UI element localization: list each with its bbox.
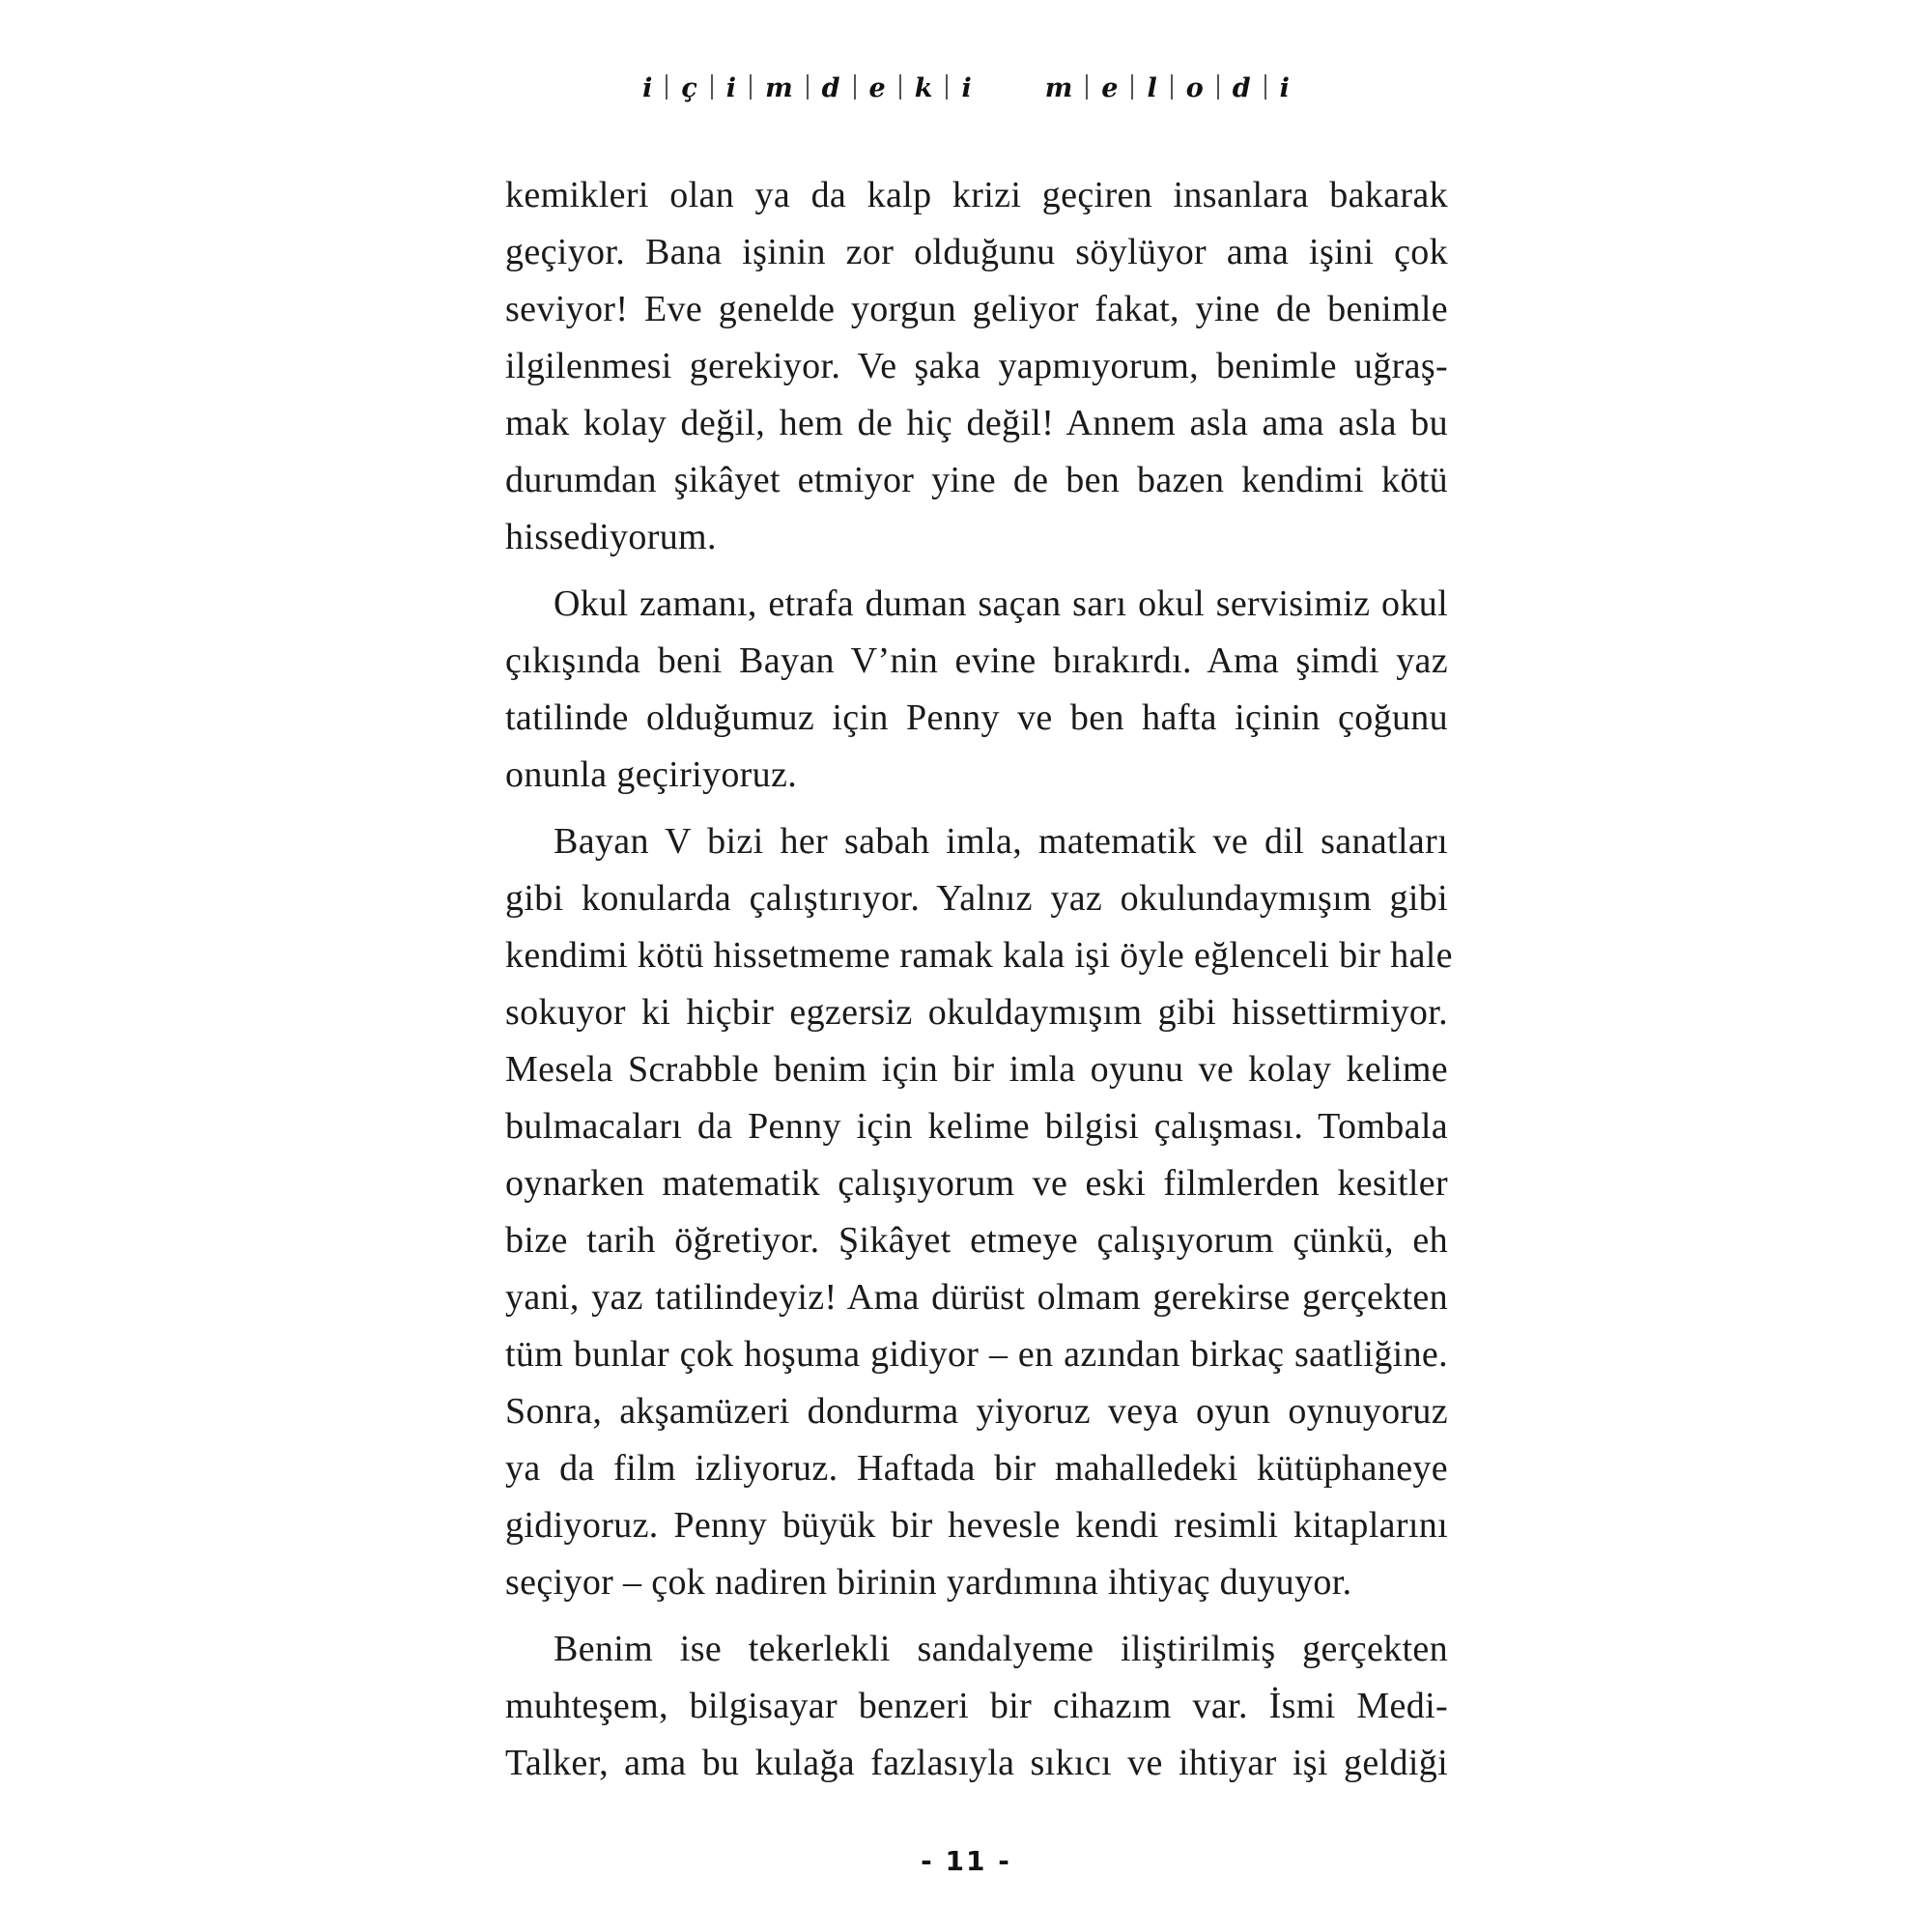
letter-separator bbox=[666, 74, 668, 99]
letter-separator bbox=[1264, 74, 1266, 99]
running-head-letter: l bbox=[1147, 73, 1157, 103]
running-head-letter: i bbox=[725, 73, 737, 103]
running-head-letter: m bbox=[1044, 73, 1073, 103]
text-line: seçiyor – çok nadiren birinin yardımına ihtiyaç duyuyor. bbox=[505, 1562, 1352, 1603]
text-line: Benim ise tekerlekli sandalyeme iliştirilmiş gerçekten bbox=[554, 1629, 1448, 1669]
text-line: bulmacaları da Penny için kelime bilgisi çalışması. Tombala bbox=[505, 1106, 1448, 1147]
running-head-letter: e bbox=[868, 73, 886, 103]
text-line: yani, yaz tatilindeyiz! Ama dürüst olmam gerekirse gerçekten bbox=[505, 1277, 1448, 1318]
text-line: gibi konularda çalıştırıyor. Yalnız yaz okulundaymışım gibi bbox=[505, 878, 1448, 919]
text-line: ya da film izliyoruz. Haftada bir mahalledeki kütüphaneye bbox=[505, 1448, 1448, 1489]
running-head-letter: k bbox=[914, 73, 933, 103]
running-head-letter: ç bbox=[681, 73, 697, 103]
letter-separator bbox=[711, 74, 713, 99]
running-head-letter: e bbox=[1101, 73, 1119, 103]
text-line: Okul zamanı, etrafa duman saçan sarı okul servisimiz okul bbox=[554, 583, 1448, 624]
letter-separator bbox=[1217, 74, 1219, 99]
text-line: Bayan V bizi her sabah imla, matematik ve dil sanatları bbox=[554, 821, 1448, 862]
text-line: Mesela Scrabble benim için bir imla oyunu ve kolay kelime bbox=[505, 1049, 1448, 1090]
paragraph-1 bbox=[505, 167, 1448, 566]
running-head-letter: i bbox=[1279, 73, 1290, 103]
letter-separator bbox=[854, 74, 856, 99]
text-line: gidiyoruz. Penny büyük bir hevesle kendi resimli kitaplarını bbox=[505, 1505, 1448, 1546]
text-line: mak kolay değil, hem de hiç değil! Annem asla ama asla bu bbox=[505, 403, 1448, 443]
text-line: sokuyor ki hiçbir egzersiz okuldaymışım gibi hissettirmiyor. bbox=[505, 992, 1448, 1033]
running-head-letter: i bbox=[642, 73, 653, 103]
running-head-letter: d bbox=[1232, 73, 1251, 103]
running-head-word-1 bbox=[636, 73, 979, 103]
text-line: kendimi kötü hissetmeme ramak kala işi öyle eğlenceli bir hale bbox=[505, 935, 1453, 976]
text-line: Sonra, akşamüzeri dondurma yiyoruz veya oyun oynuyoruz bbox=[505, 1391, 1448, 1432]
letter-separator bbox=[1131, 74, 1133, 99]
letter-separator bbox=[1171, 74, 1173, 99]
text-line: oynarken matematik çalışıyorum ve eski filmlerden kesitler bbox=[505, 1163, 1448, 1204]
letter-separator bbox=[946, 74, 948, 99]
text-line: durumdan şikâyet etmiyor yine de ben bazen kendimi kötü bbox=[505, 460, 1448, 500]
letter-separator bbox=[807, 74, 809, 99]
text-line: geçiyor. Bana işinin zor olduğunu söylüyor ama işini çok bbox=[505, 232, 1448, 272]
paragraph-2 bbox=[505, 576, 1448, 804]
text-line: tatilinde olduğumuz için Penny ve ben hafta içinin çoğunu bbox=[505, 697, 1448, 738]
text-line: tüm bunlar çok hoşuma gidiyor – en azından birkaç saatliğine. bbox=[505, 1334, 1448, 1375]
running-head-word-2 bbox=[1038, 73, 1296, 103]
letter-separator bbox=[899, 74, 901, 99]
paragraph-4 bbox=[505, 1621, 1448, 1792]
text-line: kemikleri olan ya da kalp krizi geçiren insanlara bakarak bbox=[505, 175, 1448, 215]
text-line: bize tarih öğretiyor. Şikâyet etmeye çalışıyorum çünkü, eh bbox=[505, 1220, 1448, 1261]
letter-separator bbox=[1086, 74, 1088, 99]
page-number: - 11 - bbox=[921, 1845, 1011, 1877]
running-head bbox=[0, 73, 1932, 103]
text-line: hissediyorum. bbox=[505, 517, 717, 557]
paragraph-3 bbox=[505, 813, 1453, 1611]
text-line: onunla geçiriyoruz. bbox=[505, 754, 798, 795]
running-head-letter: o bbox=[1185, 73, 1204, 103]
text-line: çıkışında beni Bayan V’nin evine bırakırdı. Ama şimdi yaz bbox=[505, 640, 1448, 681]
text-line: ilgilenmesi gerekiyor. Ve şaka yapmıyorum, benimle uğraş- bbox=[505, 346, 1448, 386]
letter-separator bbox=[750, 74, 752, 99]
text-line: muhteşem, bilgisayar benzeri bir cihazım var. İsmi Medi- bbox=[505, 1686, 1448, 1726]
running-head-letter: m bbox=[765, 73, 793, 103]
body-text bbox=[505, 167, 1453, 1802]
text-line: Talker, ama bu kulağa fazlasıyla sıkıcı ve ihtiyar işi geldiği bbox=[505, 1743, 1448, 1783]
text-line: seviyor! Eve genelde yorgun geliyor fakat, yine de benimle bbox=[505, 289, 1448, 329]
running-head-letter: i bbox=[961, 73, 972, 103]
running-head-letter: d bbox=[821, 73, 840, 103]
